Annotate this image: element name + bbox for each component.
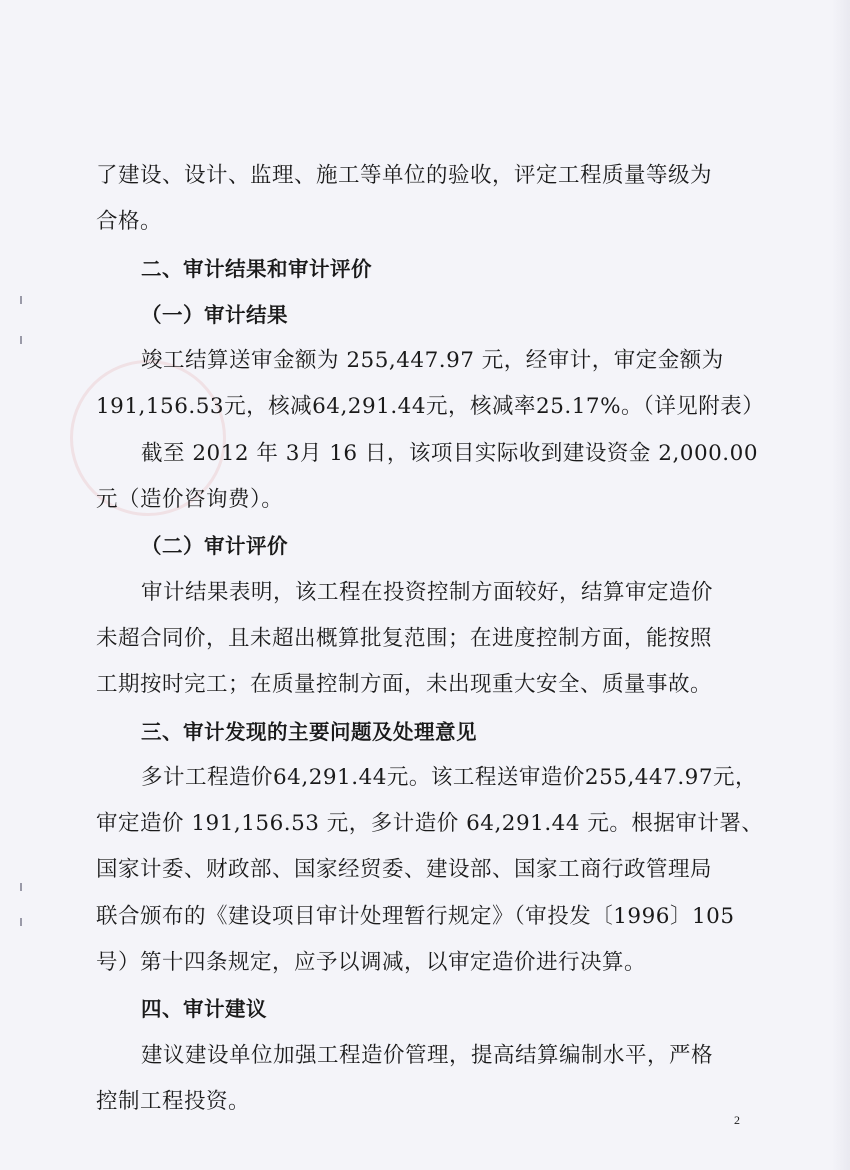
body-text-line: 工期按时完工；在质量控制方面，未出现重大安全、质量事故。 bbox=[96, 672, 713, 698]
body-text-line: 联合颁布的《建设项目审计处理暂行规定》（审投发〔1996〕105 bbox=[96, 903, 735, 929]
binding-mark bbox=[20, 883, 22, 891]
body-text-line: 审定造价 191,156.53 元，多计造价 64,291.44 元。根据审计署、 bbox=[96, 811, 764, 837]
body-text-line: 191,156.53元，核减64,291.44元，核减率25.17%。（详见附表） bbox=[96, 394, 765, 420]
body-text-line: 未超合同价，且未超出概算批复范围；在进度控制方面，能按照 bbox=[96, 625, 713, 651]
body-text-line: 控制工程投资。 bbox=[96, 1088, 251, 1114]
body-text-line: 国家计委、财政部、国家经贸委、建设部、国家工商行政管理局 bbox=[96, 857, 713, 883]
body-text-line: 多计工程造价64,291.44元。该工程送审造价255,447.97元， bbox=[141, 764, 758, 790]
body-text-line: 元（造价咨询费）。 bbox=[96, 487, 284, 513]
body-text-line: 截至 2012 年 3月 16 日，该项目实际收到建设资金 2,000.00 bbox=[141, 440, 759, 466]
body-text-line: 审计结果表明，该工程在投资控制方面较好，结算审定造价 bbox=[141, 579, 714, 605]
page-number: 2 bbox=[734, 1113, 740, 1127]
body-text-line: 竣工结算送审金额为 255,447.97 元，经审计，审定金额为 bbox=[141, 348, 724, 374]
binding-mark bbox=[20, 296, 22, 304]
body-text-line: 号）第十四条规定，应予以调减，以审定造价进行决算。 bbox=[96, 950, 647, 976]
scan-edge-shadow bbox=[832, 0, 850, 1170]
binding-mark bbox=[20, 918, 22, 926]
section-heading: （一）审计结果 bbox=[141, 302, 288, 327]
body-text-line: 合格。 bbox=[96, 209, 163, 235]
section-heading: （二）审计评价 bbox=[141, 534, 288, 559]
body-text-line: 了建设、设计、监理、施工等单位的验收，评定工程质量等级为 bbox=[96, 163, 713, 188]
document-body bbox=[96, 153, 765, 1125]
section-heading: 三、审计发现的主要问题及处理意见 bbox=[141, 719, 477, 744]
body-text-line: 建议建设单位加强工程造价管理，提高结算编制水平，严格 bbox=[141, 1042, 714, 1068]
section-heading: 四、审计建议 bbox=[141, 997, 267, 1022]
section-heading: 二、审计结果和审计评价 bbox=[141, 256, 372, 281]
binding-mark bbox=[20, 336, 22, 344]
